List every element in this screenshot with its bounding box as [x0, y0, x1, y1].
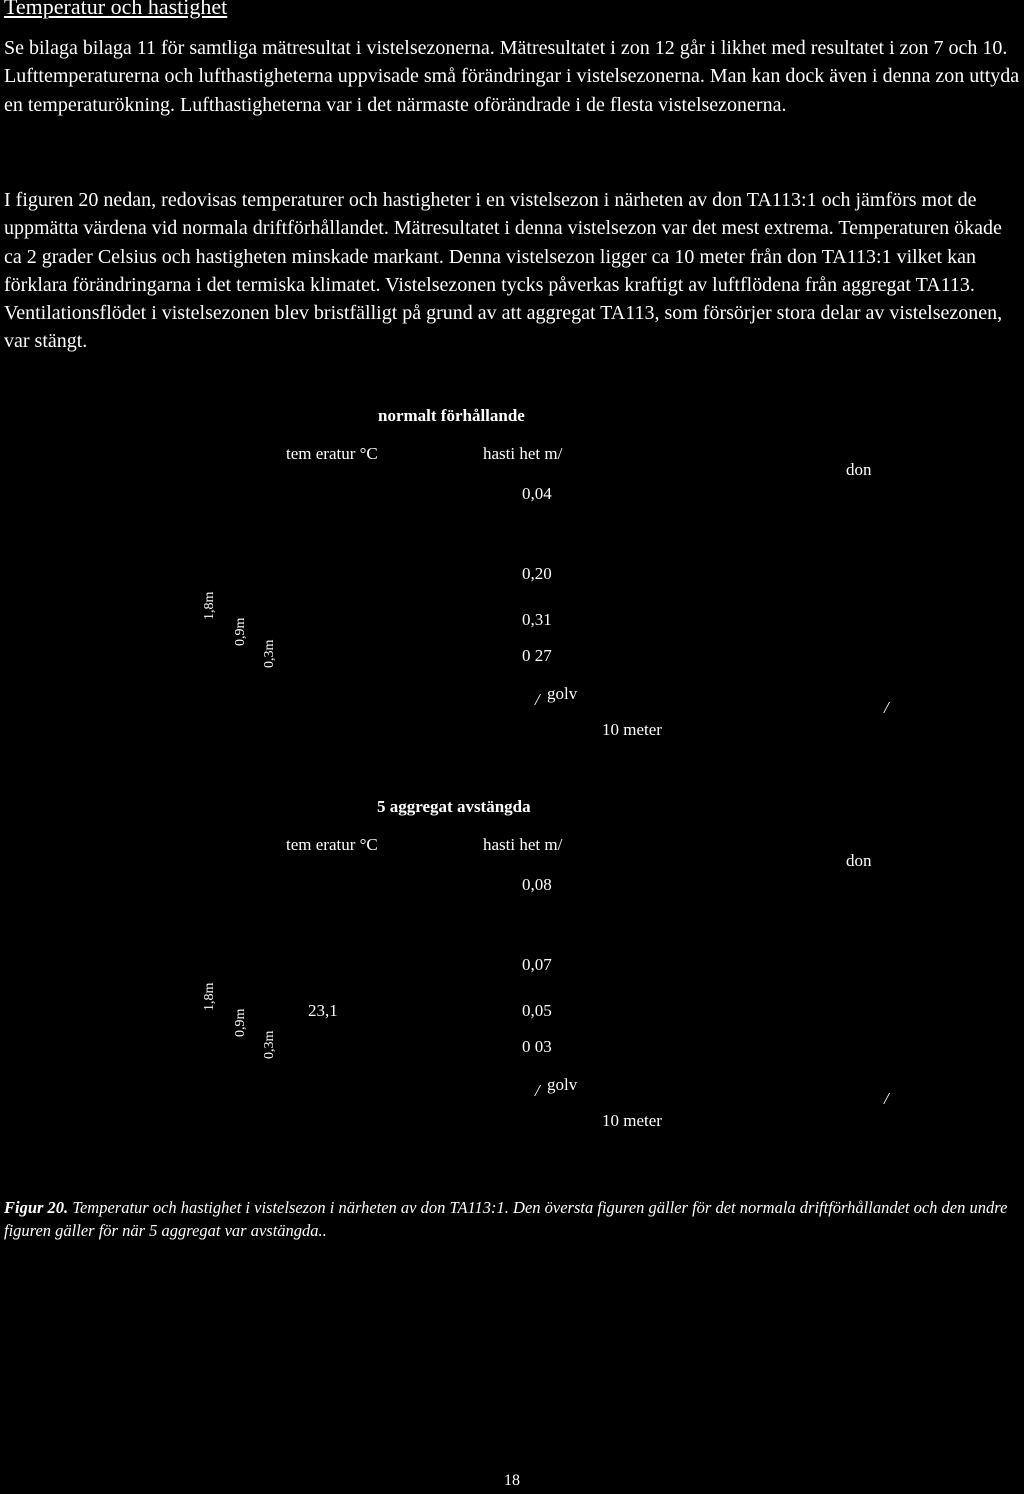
- height-label-1-8m: 1,8m: [202, 982, 217, 1011]
- speed-value-1-8m: 0,20: [522, 564, 552, 583]
- speed-value-0-3m: 0 03: [522, 1037, 552, 1056]
- figure-caption: [4, 1196, 1020, 1242]
- speed-value-top: 0,08: [522, 875, 552, 894]
- figure-units-off: [0, 791, 1024, 1171]
- floor-label: golv: [547, 1075, 578, 1094]
- wall-slash-icon: /: [884, 1089, 889, 1108]
- height-label-0-9m: 0,9m: [233, 617, 248, 646]
- figure-normal: [0, 400, 1024, 780]
- floor-label: golv: [547, 684, 578, 703]
- speed-label: hasti het m/: [483, 835, 563, 854]
- speed-value-0-3m: 0 27: [522, 646, 552, 665]
- height-label-1-8m: 1,8m: [202, 591, 217, 620]
- floor-slash-icon: /: [535, 1081, 540, 1100]
- distance-label: 10 meter: [602, 720, 662, 739]
- figure-title: normalt förhållande: [378, 406, 525, 425]
- speed-value-0-9m: 0,31: [522, 610, 552, 629]
- speed-value-top: 0,04: [522, 484, 552, 503]
- height-label-0-3m: 0,3m: [262, 639, 277, 668]
- paragraph-2: I figuren 20 nedan, redovisas temperaturer och hastigheter i en vistelsezon i närheten av don TA113:1 och jämförs mot de uppmätta värdena vid normala driftförhållandet. Mätresultatet i denna vistelsezon var det mest extrema. Temperaturen ökade ca 2 grader Celsius och hastigheten minskade markant. Denna vistelsezon ligger ca 10 meter från don TA113:1 vilket kan förklara förändringarna i det termiska klimatet. Vistelsezonen tycks påverkas kraftigt av luftflödena från aggregat TA113. Ventilationsflödet i vistelsezonen blev bristfälligt på grund av att aggregat TA113, som försörjer stora delar av vistelsezonen, var stängt.: [4, 189, 1003, 353]
- speed-value-0-9m: 0,05: [522, 1001, 552, 1020]
- speed-value-1-8m: 0,07: [522, 955, 552, 974]
- floor-slash-icon: /: [535, 690, 540, 709]
- temperature-label: tem eratur °C: [286, 444, 378, 463]
- height-label-0-3m: 0,3m: [262, 1030, 277, 1059]
- don-label: don: [846, 460, 872, 479]
- section-heading: Temperatur och hastighet: [4, 0, 228, 19]
- caption-text: Temperatur och hastighet i vistelsezon i närheten av don TA113:1. Den översta figuren gäller för det normala driftförhållandet och den undre figuren gäller för när 5 aggregat var avstängda..: [4, 1198, 1008, 1240]
- temperature-value-0-9m: 23,1: [308, 1001, 338, 1020]
- speed-label: hasti het m/: [483, 444, 563, 463]
- don-label: don: [846, 851, 872, 870]
- page-number: 18: [504, 1472, 520, 1489]
- distance-label: 10 meter: [602, 1111, 662, 1130]
- temperature-label: tem eratur °C: [286, 835, 378, 854]
- figure-title: 5 aggregat avstängda: [377, 797, 531, 816]
- height-label-0-9m: 0,9m: [233, 1008, 248, 1037]
- paragraph-1: Se bilaga bilaga 11 för samtliga mätresultat i vistelsezonerna. Mätresultatet i zon 12 går i likhet med resultatet i zon 7 och 10. Lufttemperaturerna och lufthastigheterna uppvisade små förändringar i vistelsezonerna. Man kan dock även i denna zon uttyda en temperaturökning. Lufthastigheterna var i det närmaste oförändrade i de flesta vistelsezonerna.: [4, 37, 1020, 116]
- caption-label: Figur 20.: [4, 1198, 69, 1217]
- wall-slash-icon: /: [884, 698, 889, 717]
